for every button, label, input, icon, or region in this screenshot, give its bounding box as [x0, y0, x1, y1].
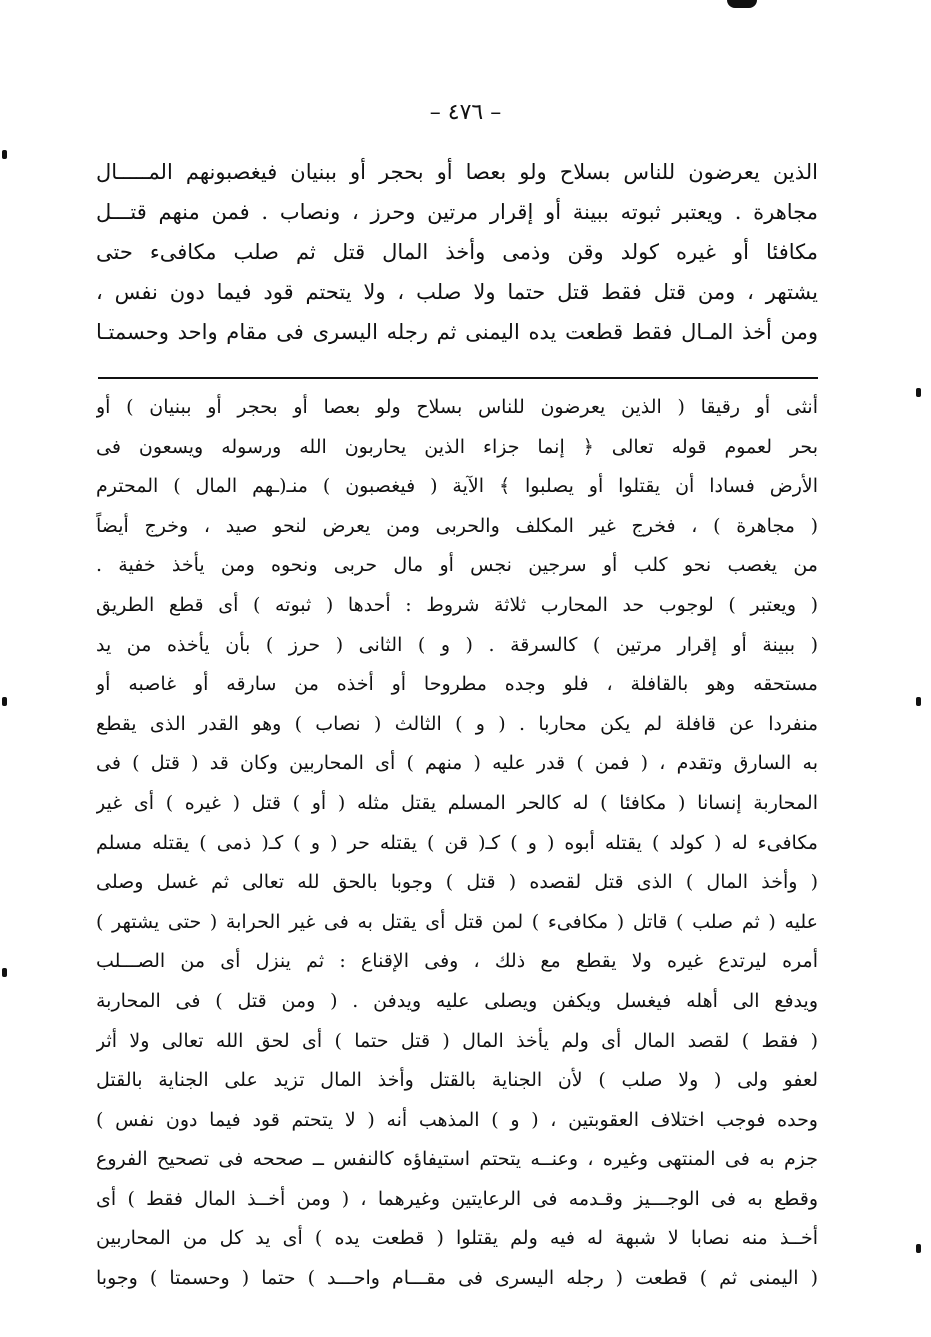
main-text [96, 152, 818, 352]
main-text-line: مكافئا أو غيره كولد وقن وذمى وأخذ المال قتل ثم صلب مكافىء حتى [96, 240, 818, 264]
commentary-line: ( ببينة أو إقرار مرتين ) كالسرقة . ( و ) الثانى ( حرز ) بأن يأخذه من يد [96, 633, 818, 656]
commentary-line: مستحقه وهو بالقافلة ، فلو وجده مطروحا أو أخذه من سارقه أو غاصبه أو [96, 673, 818, 696]
scan-speck [2, 968, 7, 977]
commentary-line: عليه ( ثم صلب ) قاتل ( مكافىء ) لمن قتل أى يقتل به فى غير الحرابة ( حتى يشتهر ) [96, 910, 818, 933]
commentary-line: به السارق وتقدم ، ( فمن ) قدر عليه ( منهم ) أى المحاربين وكان قد ( قتل ) فى [96, 752, 818, 775]
commentary-line: بحر لعموم قوله تعالى ﴿ إنما جزاء الذين يحاربون الله ورسوله ويسعون فى [96, 435, 818, 458]
scan-speck [916, 388, 921, 397]
commentary-line: الأرض فسادا أن يقتلوا أو يصلبوا ﴾ الآية ( فيغصبون ) منـ(ـهم المال ) المحترم [96, 475, 818, 498]
commentary-text [96, 388, 818, 1299]
commentary-line: ( فقط ) لقصد المال أى ولم يأخذ المال ( قتل حتما ) أى لحق الله تعالى ولا أثر [96, 1029, 818, 1052]
commentary-line: جزم به فى المنتهى وغيره ، وعنــه يتحتم استيفاؤه كالنفس ــ صححه فى تصحيح الفروع [96, 1148, 818, 1171]
commentary-line: ويدفع الى أهله فيغسل ويكفن ويصلى عليه ويدفن . ( ومن قتل ) فى المحاربة [96, 989, 818, 1012]
commentary-line: أمره ليرتدع غيره ولا يقطع مع ذلك ، وفى الإقناع : ثم ينزل أى من الصـــلب [96, 950, 818, 973]
commentary-line: وحده فوجب اختلاف العقوبتين ، ( و ) المذهب أنه ( لا يتحتم قود فيما دون نفس ) [96, 1108, 818, 1131]
commentary-line: ( وأخذ المال ) الذى قتل لقصده ( قتل ) وجوبا بالحق لله تعالى ثم غسل وصلى [96, 871, 818, 894]
commentary-line: المحاربة إنسانا ( مكافئا ) له كالحر المسلم يقتل مثله ( أو ) قتل ( غيره ) أى غير [96, 791, 818, 814]
commentary-line: أخــذ منه نصابا لا شبهة له فيه ولم يقتلوا ( قطعت يده ) أى يد كل من المحاربين [96, 1227, 818, 1250]
page-number: – ٤٧٦ – [429, 100, 502, 125]
commentary-line: من يغصب نحو كلب أو سرجين نجس أو مال حربى ونحوه ومن يأخذ خفية . [96, 554, 818, 577]
commentary-line: أنثى أو رقيقا ( الذين يعرضون للناس بسلاح ولو بعصا أو بحجر أو ببنيان ) أو [96, 396, 818, 418]
commentary-line: ( اليمنى ثم ) قطعت ( رجله اليسرى فى مقـــام واحـــد ) حتما ( وحسمتا ) وجوبا [96, 1267, 818, 1290]
commentary-line: مكافىء له ( كولد ) يقتله أبوه ( و ) كـ( قن ) يقتله حر ( و ) كـ( ذمى ) يقتله مسلم [96, 831, 818, 854]
section-divider [98, 377, 818, 379]
main-text-line: مجاهرة . ويعتبر ثبوته ببينة أو إقرار مرتين وحرز ، ونصاب . فمن منهم قتـــل [96, 200, 818, 224]
main-text-line: ومن أخذ المـال فقط قطعت يده اليمنى ثم رجله اليسرى فى مقام واحد وحسمتـا [96, 320, 818, 344]
commentary-line: وقطع به فى الوجـــيز وقـدمه فى الرعايتين وغيرهما ، ( ومن أخــذ المال فقط ) أى [96, 1187, 818, 1210]
scan-speck [916, 1244, 921, 1253]
scan-speck [2, 697, 7, 706]
commentary-line: ( ويعتبر ) لوجوب حد المحارب ثلاثة شروط : أحدها ( ثبوته ) أى قطع الطريق [96, 593, 818, 616]
main-text-line: الذين يعرضون للناس بسلاح ولو بعصا أو بحجر أو ببنيان فيغصبونهم المـــــال [96, 160, 818, 184]
commentary-line: لعفو ولى ( ولا صلب ) لأن الجناية بالقتل وأخذ المال تزيد على الجناية بالقتل [96, 1069, 818, 1092]
ink-blot [727, 0, 757, 8]
scan-speck [2, 150, 7, 159]
scan-speck [916, 697, 921, 706]
commentary-line: منفردا عن قافلة لم يكن محاربا . ( و ) الثالث ( نصاب ) وهو القدر الذى يقطع [96, 712, 818, 735]
main-text-line: يشتهر ، ومن قتل فقط قتل حتما ولا صلب ، ولا يتحتم قود فيما دون نفس ، [96, 280, 818, 304]
commentary-line: ( مجاهرة ) ، فخرج غير المكلف والحربى ومن يعرض لنحو صيد ، وخرج أيضاً [96, 514, 818, 537]
